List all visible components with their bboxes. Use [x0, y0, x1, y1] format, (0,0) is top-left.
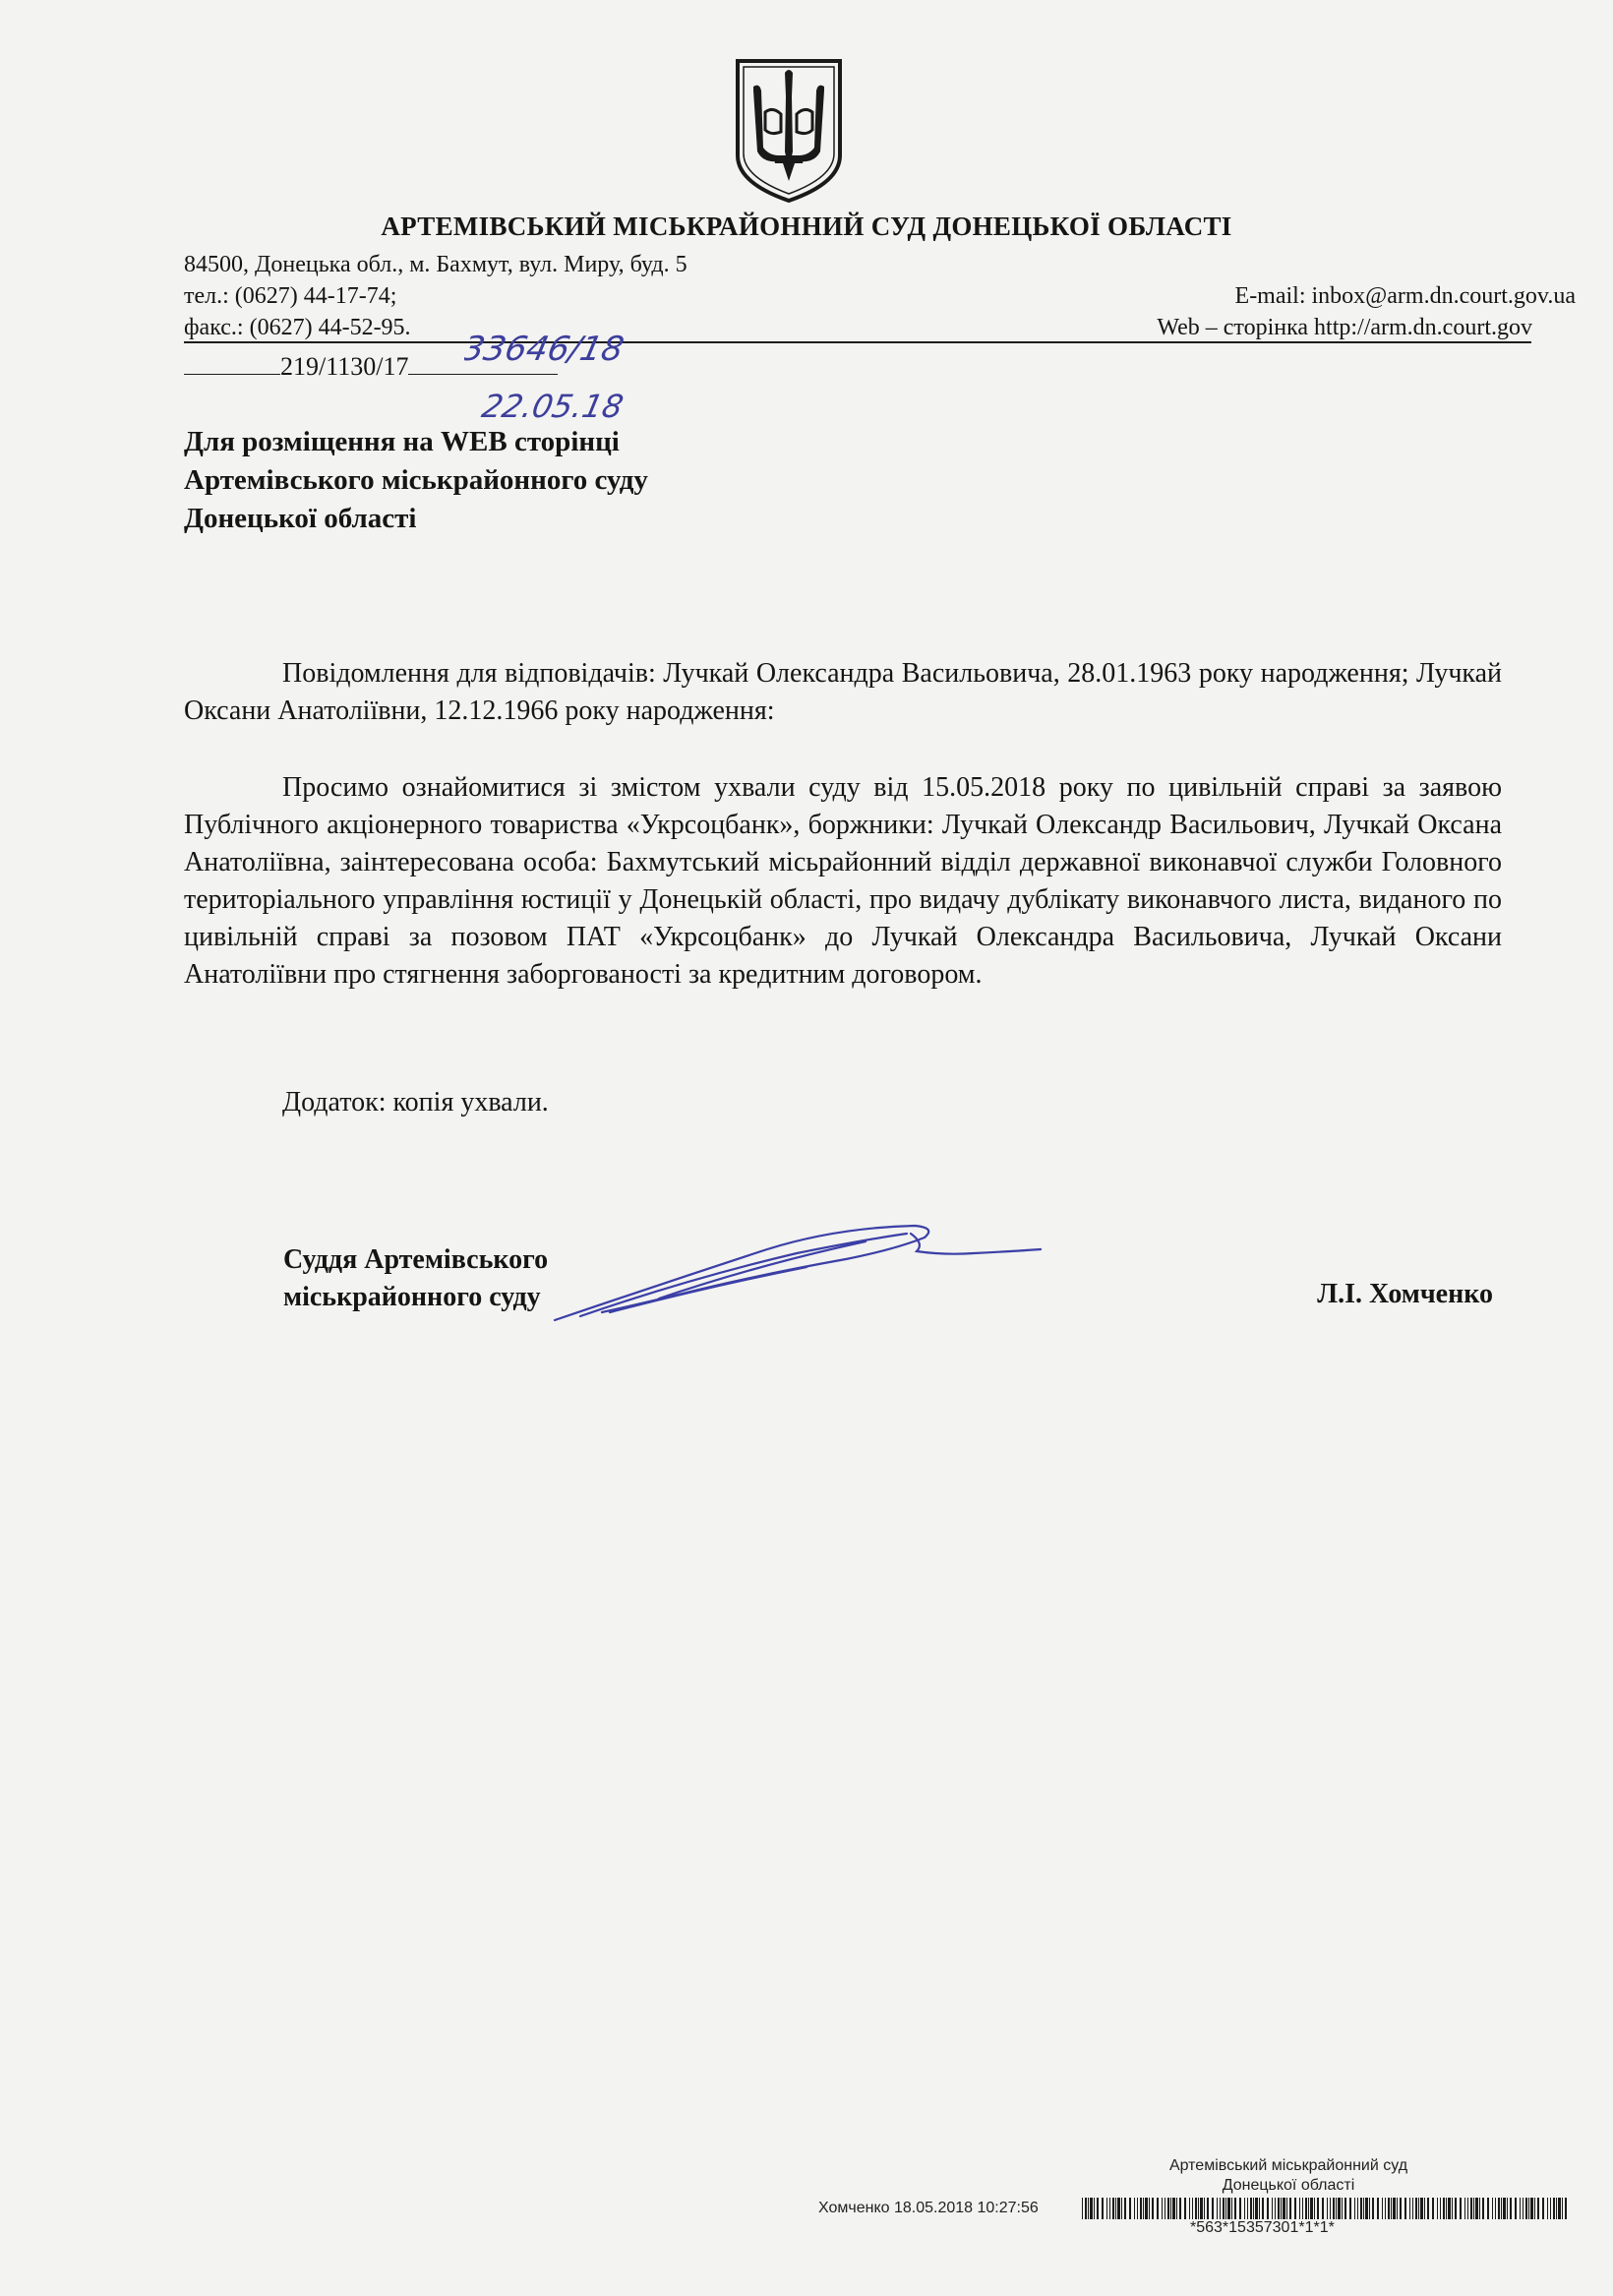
barcode-bar — [1354, 2198, 1355, 2219]
barcode-bar — [1432, 2198, 1434, 2219]
stamp-org-line: Донецької області — [1222, 2177, 1355, 2194]
barcode-bar — [1507, 2198, 1508, 2219]
barcode-bar — [1562, 2198, 1563, 2219]
barcode-bar — [1467, 2198, 1468, 2219]
barcode-bar — [1534, 2198, 1535, 2219]
barcode-bar — [1443, 2198, 1445, 2219]
barcode-bar — [1145, 2198, 1148, 2219]
barcode-bar — [1452, 2198, 1453, 2219]
barcode-bar — [1482, 2198, 1484, 2219]
barcode-bar — [1391, 2198, 1392, 2219]
barcode-bar — [1388, 2198, 1390, 2219]
barcode-bar — [1195, 2198, 1197, 2219]
barcode-bar — [1212, 2198, 1214, 2219]
barcode-bar — [1115, 2198, 1116, 2219]
registration-blank-left — [184, 374, 280, 375]
barcode-bar — [1418, 2198, 1419, 2219]
barcode-bar — [1220, 2198, 1221, 2219]
barcode-bar — [1357, 2198, 1358, 2219]
barcode-bar — [1455, 2198, 1457, 2219]
signatory-title-line: Суддя Артемівського — [283, 1244, 549, 1275]
judge-name: Л.І. Хомченко — [1317, 1279, 1493, 1309]
registration-user-timestamp: Хомченко 18.05.2018 10:27:56 — [818, 2200, 1039, 2216]
barcode-bar — [1278, 2198, 1280, 2219]
barcode-bar — [1503, 2198, 1506, 2219]
registration-blank-right — [408, 374, 558, 375]
barcode-bar — [1225, 2198, 1226, 2219]
barcode-bar — [1360, 2198, 1362, 2219]
signatory-title — [283, 1241, 548, 1316]
barcode-bar — [1537, 2198, 1539, 2219]
barcode-bar — [1317, 2198, 1319, 2219]
barcode-bar — [1198, 2198, 1199, 2219]
barcode-bar — [1475, 2198, 1478, 2219]
barcode-bar — [1192, 2198, 1193, 2219]
barcode-bar — [1440, 2198, 1441, 2219]
barcode-bar — [1200, 2198, 1203, 2219]
barcode-bar — [1448, 2198, 1451, 2219]
barcode-bar — [1112, 2198, 1114, 2219]
barcode-bar — [1342, 2198, 1343, 2219]
barcode-bar — [1314, 2198, 1315, 2219]
barcode-bar — [1385, 2198, 1386, 2219]
barcode-bar — [1553, 2198, 1555, 2219]
barcode-bar — [1333, 2198, 1335, 2219]
barcode-bar — [1239, 2198, 1241, 2219]
barcode-bar — [1167, 2198, 1169, 2219]
attachment-note: Додаток: копія ухвали. — [282, 1087, 549, 1118]
barcode-bar — [1336, 2198, 1337, 2219]
barcode-bar — [1189, 2198, 1190, 2219]
barcode-bar — [1369, 2198, 1370, 2219]
court-name-heading: АРТЕМІВСЬКИЙ МІСЬКРАЙОННИЙ СУД ДОНЕЦЬКОЇ ОБЛАСТІ — [381, 211, 1232, 241]
addressee-block — [184, 423, 648, 538]
barcode-bar — [1217, 2198, 1218, 2219]
barcode-bar — [1207, 2198, 1209, 2219]
barcode-bar — [1547, 2198, 1548, 2219]
barcode-bar — [1427, 2198, 1429, 2219]
addressee-line: Артемівського міськрайонного суду — [184, 464, 648, 496]
barcode-bar — [1109, 2198, 1110, 2219]
barcode-bar — [1515, 2198, 1517, 2219]
barcode-bar — [1377, 2198, 1379, 2219]
barcode-bar — [1234, 2198, 1236, 2219]
court-website: Web – сторінка http://arm.dn.court.gov — [1157, 315, 1532, 340]
barcode-bar — [1550, 2198, 1551, 2219]
notice-body-paragraph: Просимо ознайомитися зі змістом ухвали суду від 15.05.2018 року по цивільній справі за заявою Публічного акціонерного товариства «Укрсоцбанк», боржники: Лучкай Олександр Васильович, Лучкай Оксана Анатоліївна, заінтересована особа: Бахмутський місьрайонний відділ державної виконавчої служби Головного територіального управління юстиції у Донецькій області, про видачу дублікату виконавчого листа, виданого по цивільній справі за позовом ПАТ «Укрсоцбанк» до Лучкай Олександра Васильовича, Лучкай Оксани Анатоліївни про стягнення заборгованості за кредитним договором. — [184, 772, 1502, 990]
barcode-bar — [1090, 2198, 1093, 2219]
barcode-bar — [1204, 2198, 1205, 2219]
barcode-bar — [1479, 2198, 1480, 2219]
barcode-bar — [1437, 2198, 1438, 2219]
barcode-bar — [1556, 2198, 1557, 2219]
barcode-bar — [1415, 2198, 1417, 2219]
barcode-bar — [1289, 2198, 1291, 2219]
notice-recipients-paragraph: Повідомлення для відповідачів: Лучкай Олександра Васильовича, 28.01.1963 року народження; Лучкай Оксани Анатоліївни, 12.12.1966 року народження: — [184, 658, 1502, 726]
barcode-bar — [1327, 2198, 1328, 2219]
barcode-bar — [1094, 2198, 1095, 2219]
barcode-bar — [1302, 2198, 1303, 2219]
barcode-bar — [1286, 2198, 1287, 2219]
barcode-bar — [1140, 2198, 1142, 2219]
barcode-bar — [1460, 2198, 1462, 2219]
barcode-bar — [1464, 2198, 1465, 2219]
barcode-bar — [1294, 2198, 1296, 2219]
barcode-bar — [1470, 2198, 1472, 2219]
barcode-bar — [1310, 2198, 1313, 2219]
barcode-bar — [1272, 2198, 1273, 2219]
registration-number: 219/1130/17 — [280, 352, 409, 381]
barcode-bar — [1143, 2198, 1144, 2219]
barcode-bar — [1223, 2198, 1225, 2219]
barcode-bar — [1487, 2198, 1489, 2219]
barcode-bar — [1520, 2198, 1521, 2219]
barcode-bar — [1365, 2198, 1368, 2219]
barcode-bar — [1492, 2198, 1493, 2219]
barcode-bar — [1231, 2198, 1232, 2219]
stamp-org-line: Артемівський міськрайонний суд — [1168, 2157, 1408, 2174]
barcode-bar — [1349, 2198, 1351, 2219]
court-phone: тел.: (0627) 44-17-74; — [184, 283, 397, 309]
barcode-bar — [1152, 2198, 1154, 2219]
barcode-bar — [1393, 2198, 1396, 2219]
barcode-bar — [1267, 2198, 1269, 2219]
barcode-bar — [1106, 2198, 1107, 2219]
barcode-bar — [1124, 2198, 1126, 2219]
barcode-bar — [1525, 2198, 1527, 2219]
barcode-number: *563*15357301*1*1* — [1190, 2219, 1335, 2236]
barcode-bar — [1473, 2198, 1474, 2219]
barcode-bar — [1097, 2198, 1099, 2219]
barcode-bar — [1344, 2198, 1346, 2219]
barcode-bar — [1121, 2198, 1122, 2219]
barcode-bar — [1149, 2198, 1150, 2219]
barcode-bar — [1134, 2198, 1135, 2219]
barcode-bar — [1498, 2198, 1500, 2219]
addressee-line: Донецької області — [184, 503, 417, 534]
addressee-line: Для розміщення на WEB сторінці — [184, 426, 620, 457]
barcode-bar — [1308, 2198, 1309, 2219]
signatory-title-line: міськрайонного суду — [283, 1282, 541, 1312]
barcode-bar — [1117, 2198, 1120, 2219]
barcode-bar — [1510, 2198, 1512, 2219]
handwritten-incoming-date — [480, 382, 657, 429]
barcode-bar — [1397, 2198, 1398, 2219]
barcode-bar — [1322, 2198, 1324, 2219]
barcode-bar — [1501, 2198, 1502, 2219]
barcode-bar — [1338, 2198, 1341, 2219]
barcode-bar — [1305, 2198, 1307, 2219]
barcode-bar — [1176, 2198, 1177, 2219]
barcode-bar — [1409, 2198, 1410, 2219]
handwritten-date-text: 22.05.18 — [480, 388, 627, 425]
barcode-bar — [1244, 2198, 1245, 2219]
barcode-bar — [1283, 2198, 1285, 2219]
barcode-bar — [1424, 2198, 1425, 2219]
barcode-bar — [1400, 2198, 1402, 2219]
barcode-bar — [1247, 2198, 1248, 2219]
barcode-bar — [1299, 2198, 1300, 2219]
barcode-bar — [1082, 2198, 1083, 2219]
handwritten-signature — [541, 1210, 1052, 1338]
barcode-bar — [1542, 2198, 1544, 2219]
barcode-bar — [1259, 2198, 1260, 2219]
court-address: 84500, Донецька обл., м. Бахмут, вул. Миру, буд. 5 — [184, 252, 687, 277]
barcode-bar — [1363, 2198, 1364, 2219]
court-fax: факс.: (0627) 44-52-95. — [184, 315, 411, 340]
coat-of-arms-emblem — [734, 57, 844, 205]
barcode-graphic — [1082, 2198, 1568, 2219]
barcode-bar — [1262, 2198, 1264, 2219]
barcode-bar — [1382, 2198, 1383, 2219]
barcode-bar — [1372, 2198, 1374, 2219]
barcode-bar — [1157, 2198, 1159, 2219]
barcode-bar — [1330, 2198, 1331, 2219]
barcode-bar — [1184, 2198, 1186, 2219]
barcode-bar — [1172, 2198, 1175, 2219]
barcode-bar — [1179, 2198, 1181, 2219]
court-stamp-organization — [1141, 2156, 1436, 2196]
barcode-bar — [1129, 2198, 1131, 2219]
barcode-bar — [1250, 2198, 1252, 2219]
barcode-bar — [1495, 2198, 1496, 2219]
barcode-bar — [1528, 2198, 1529, 2219]
barcode-bar — [1412, 2198, 1413, 2219]
barcode-bar — [1446, 2198, 1447, 2219]
barcode-bar — [1102, 2198, 1104, 2219]
barcode-bar — [1281, 2198, 1282, 2219]
barcode-bar — [1558, 2198, 1561, 2219]
handwritten-number-text: 33646/18 — [464, 330, 627, 369]
barcode-bar — [1420, 2198, 1423, 2219]
barcode-bar — [1162, 2198, 1163, 2219]
barcode-bar — [1404, 2198, 1406, 2219]
court-email: E-mail: inbox@arm.dn.court.gov.ua — [1234, 283, 1576, 309]
header-divider — [184, 341, 1531, 343]
barcode-bar — [1085, 2198, 1087, 2219]
barcode-bar — [1275, 2198, 1276, 2219]
barcode-bar — [1255, 2198, 1258, 2219]
barcode-bar — [1137, 2198, 1138, 2219]
barcode-bar — [1227, 2198, 1230, 2219]
barcode-bar — [1170, 2198, 1171, 2219]
handwritten-incoming-number — [464, 325, 661, 372]
barcode-bar — [1253, 2198, 1254, 2219]
trident-icon — [734, 57, 844, 205]
barcode-bar — [1530, 2198, 1533, 2219]
barcode-bar — [1565, 2198, 1567, 2219]
barcode-bar — [1088, 2198, 1089, 2219]
